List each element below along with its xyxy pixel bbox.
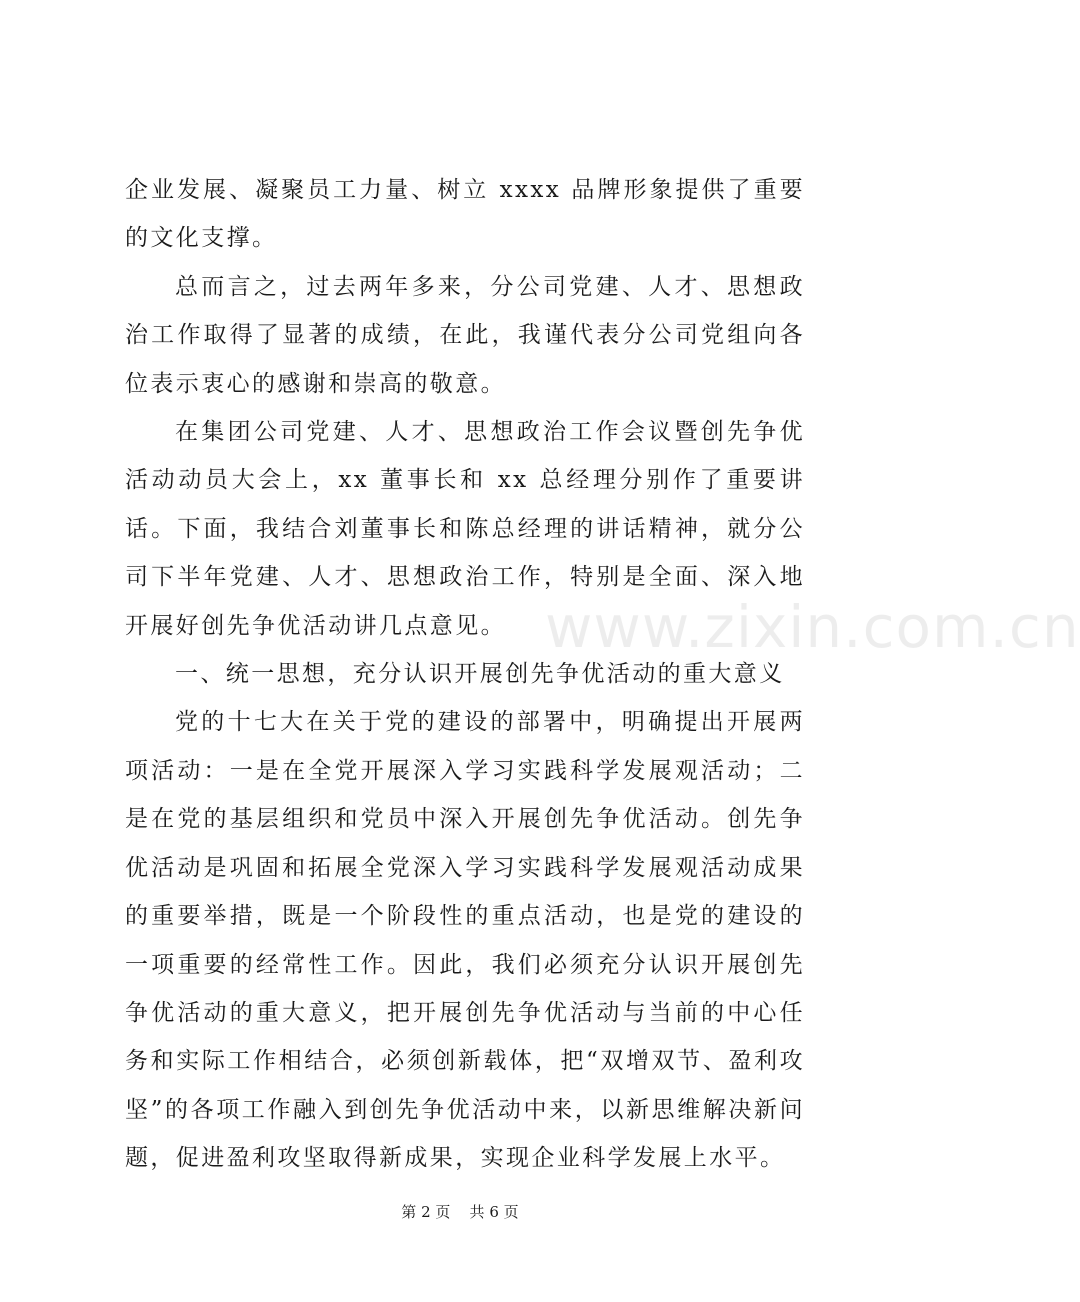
watermark: www.zixin.com.cn [545,593,1080,661]
total-label-prefix: 共 [469,1203,485,1221]
paragraph-continuation: 企业发展、凝聚员工力量、树立 xxxx 品牌形象提供了重要的文化支撑。 [125,177,805,252]
page-number: 2 [421,1203,431,1221]
page-label-suffix: 页 [435,1203,451,1221]
page-footer [0,1202,920,1222]
page-label-prefix: 第 [401,1203,417,1221]
paragraph-significance: 党的十七大在关于党的建设的部署中，明确提出开展两项活动：一是在全党开展深入学习实践科学发展观活动；二是在党的基层组织和党员中深入开展创先争优活动。创先争优活动是巩固和拓展全党深入学习实践科学发展观活动成果的重要举措，既是一个阶段性的重点活动，也是党的建设的一项重要的经常性工作。因此，我们必须充分认识开展创先争优活动的重大意义，把开展创先争优活动与当前的中心任务和实际工作相结合，必须创新载体，把“双增双节、盈利攻坚”的各项工作融入到创先争优活动中来，以新思维解决新问题，促进盈利攻坚取得新成果，实现企业科学发展上水平。 [125,709,805,1172]
total-label-suffix: 页 [503,1203,519,1221]
document-body [125,166,805,1183]
paragraph-meeting: 在集团公司党建、人才、思想政治工作会议暨创先争优活动动员大会上，xx 董事长和 xx 总经理分别作了重要讲话。下面，我结合刘董事长和陈总经理的讲话精神，就分公司下半年党建、人才、思想政治工作，特别是全面、深入地开展好创先争优活动讲几点意见。 [125,419,805,639]
section-heading: 一、统一思想，充分认识开展创先争优活动的重大意义 [175,661,785,688]
total-pages: 6 [489,1203,499,1221]
paragraph-summary: 总而言之，过去两年多来，分公司党建、人才、思想政治工作取得了显著的成绩，在此，我谨代表分公司党组向各位表示衷心的感谢和崇高的敬意。 [125,273,805,397]
